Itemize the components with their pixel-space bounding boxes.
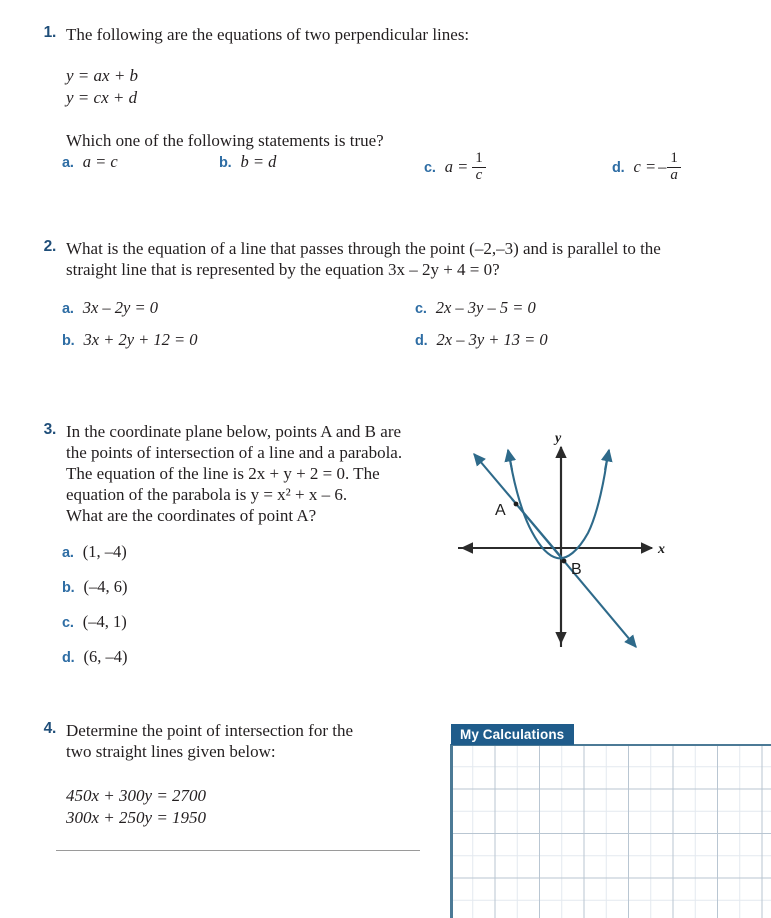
choice-letter: a. (62, 545, 74, 561)
choice-text: 2x – 3y + 13 = 0 (436, 330, 548, 349)
choice-text: 3x + 2y + 12 = 0 (83, 330, 198, 349)
fraction-denominator: a (667, 167, 681, 184)
choice-text: (1, –4) (82, 542, 127, 561)
question-4-answer-line[interactable] (56, 850, 420, 851)
question-1-subprompt: Which one of the following statements is true? (66, 131, 384, 150)
point-a-dot (514, 502, 519, 507)
question-3-choice-b[interactable] (62, 577, 128, 597)
point-b-label: B (571, 561, 582, 578)
question-4-equation-1: 450x + 300y = 2700 (66, 786, 207, 805)
my-calculations-panel (450, 727, 771, 918)
choice-text: 3x – 2y = 0 (82, 298, 158, 317)
choice-letter: c. (62, 615, 74, 631)
calculations-grid[interactable] (450, 744, 771, 918)
choice-letter: d. (415, 333, 428, 349)
question-3-figure (450, 425, 680, 660)
question-2-prompt-line-1: What is the equation of a line that passes through the point (–2,–3) and is parallel to the (66, 239, 661, 258)
question-4-prompt-line-2: two straight lines given below: (66, 742, 276, 761)
question-2-choice-b[interactable] (62, 330, 198, 350)
question-4 (22, 720, 432, 828)
choice-letter: d. (612, 159, 625, 176)
my-calculations-tab-label: My Calculations (451, 724, 574, 745)
question-1 (22, 24, 752, 151)
choice-text: 2x – 3y – 5 = 0 (435, 298, 536, 317)
question-1-prompt: The following are the equations of two perpendicular lines: (66, 25, 470, 44)
choice-letter: c. (424, 159, 436, 176)
calculations-left-border (450, 744, 453, 918)
question-3-prompt-line-5: What are the coordinates of point A? (66, 506, 317, 525)
choice-letter: c. (415, 301, 427, 317)
question-4-number: 4. (43, 720, 56, 737)
choice-letter: a. (62, 155, 74, 171)
choice-text: b = d (240, 152, 277, 171)
coordinate-plane-svg (450, 425, 680, 660)
question-2-choice-a[interactable] (62, 298, 158, 318)
choice-letter: d. (62, 650, 75, 666)
question-2-choice-c[interactable] (415, 298, 536, 318)
choice-letter: b. (62, 333, 75, 349)
question-3-prompt-line-1: In the coordinate plane below, points A and B are (66, 422, 402, 441)
fraction-sign: – (658, 156, 667, 176)
question-1-choice-d[interactable] (612, 152, 682, 185)
question-1-choice-a[interactable] (62, 152, 118, 172)
question-1-choice-c[interactable] (424, 152, 487, 185)
question-4-equation-2: 300x + 250y = 1950 (66, 807, 207, 827)
question-3-prompt-line-3: The equation of the line is 2x + y + 2 = 0. The (66, 464, 380, 483)
choice-letter: b. (219, 155, 232, 171)
question-2-prompt-line-2: straight line that is represented by the equation 3x – 2y + 4 = 0? (66, 260, 500, 279)
choice-fraction (667, 151, 681, 184)
point-b-dot (562, 559, 567, 564)
fraction-numerator: 1 (670, 150, 678, 166)
point-a-label: A (495, 502, 506, 519)
choice-text: c = (633, 156, 657, 176)
question-3 (22, 421, 452, 526)
choice-letter: b. (62, 580, 75, 596)
question-1-equation-2: y = cx + d (66, 87, 138, 107)
fraction-numerator: 1 (475, 150, 483, 166)
question-1-choice-b[interactable] (219, 152, 276, 172)
question-3-choice-d[interactable] (62, 647, 128, 667)
choice-text: a = c (82, 152, 118, 171)
fraction-denominator: c (472, 167, 486, 184)
question-1-equation-1: y = ax + b (66, 66, 139, 85)
question-3-prompt-line-4: equation of the parabola is y = x² + x – 6. (66, 485, 348, 504)
question-4-prompt-line-1: Determine the point of intersection for the (66, 721, 354, 740)
x-axis-label: x (658, 542, 665, 557)
question-2 (22, 238, 752, 280)
choice-text: (–4, 1) (82, 612, 127, 631)
question-3-choice-c[interactable] (62, 612, 127, 632)
choice-text: (–4, 6) (83, 577, 128, 596)
choice-fraction (472, 151, 486, 184)
choice-text: (6, –4) (83, 647, 128, 666)
question-1-number: 1. (43, 24, 56, 41)
question-3-number: 3. (43, 421, 56, 438)
question-3-prompt-line-2: the points of intersection of a line and a parabola. (66, 443, 403, 462)
question-2-choice-d[interactable] (415, 330, 548, 350)
y-axis-label: y (555, 431, 562, 446)
question-2-number: 2. (43, 238, 56, 255)
parabola-curve (509, 452, 608, 558)
question-3-choice-a[interactable] (62, 542, 127, 562)
choice-letter: a. (62, 301, 74, 317)
choice-text: a = (444, 156, 469, 176)
